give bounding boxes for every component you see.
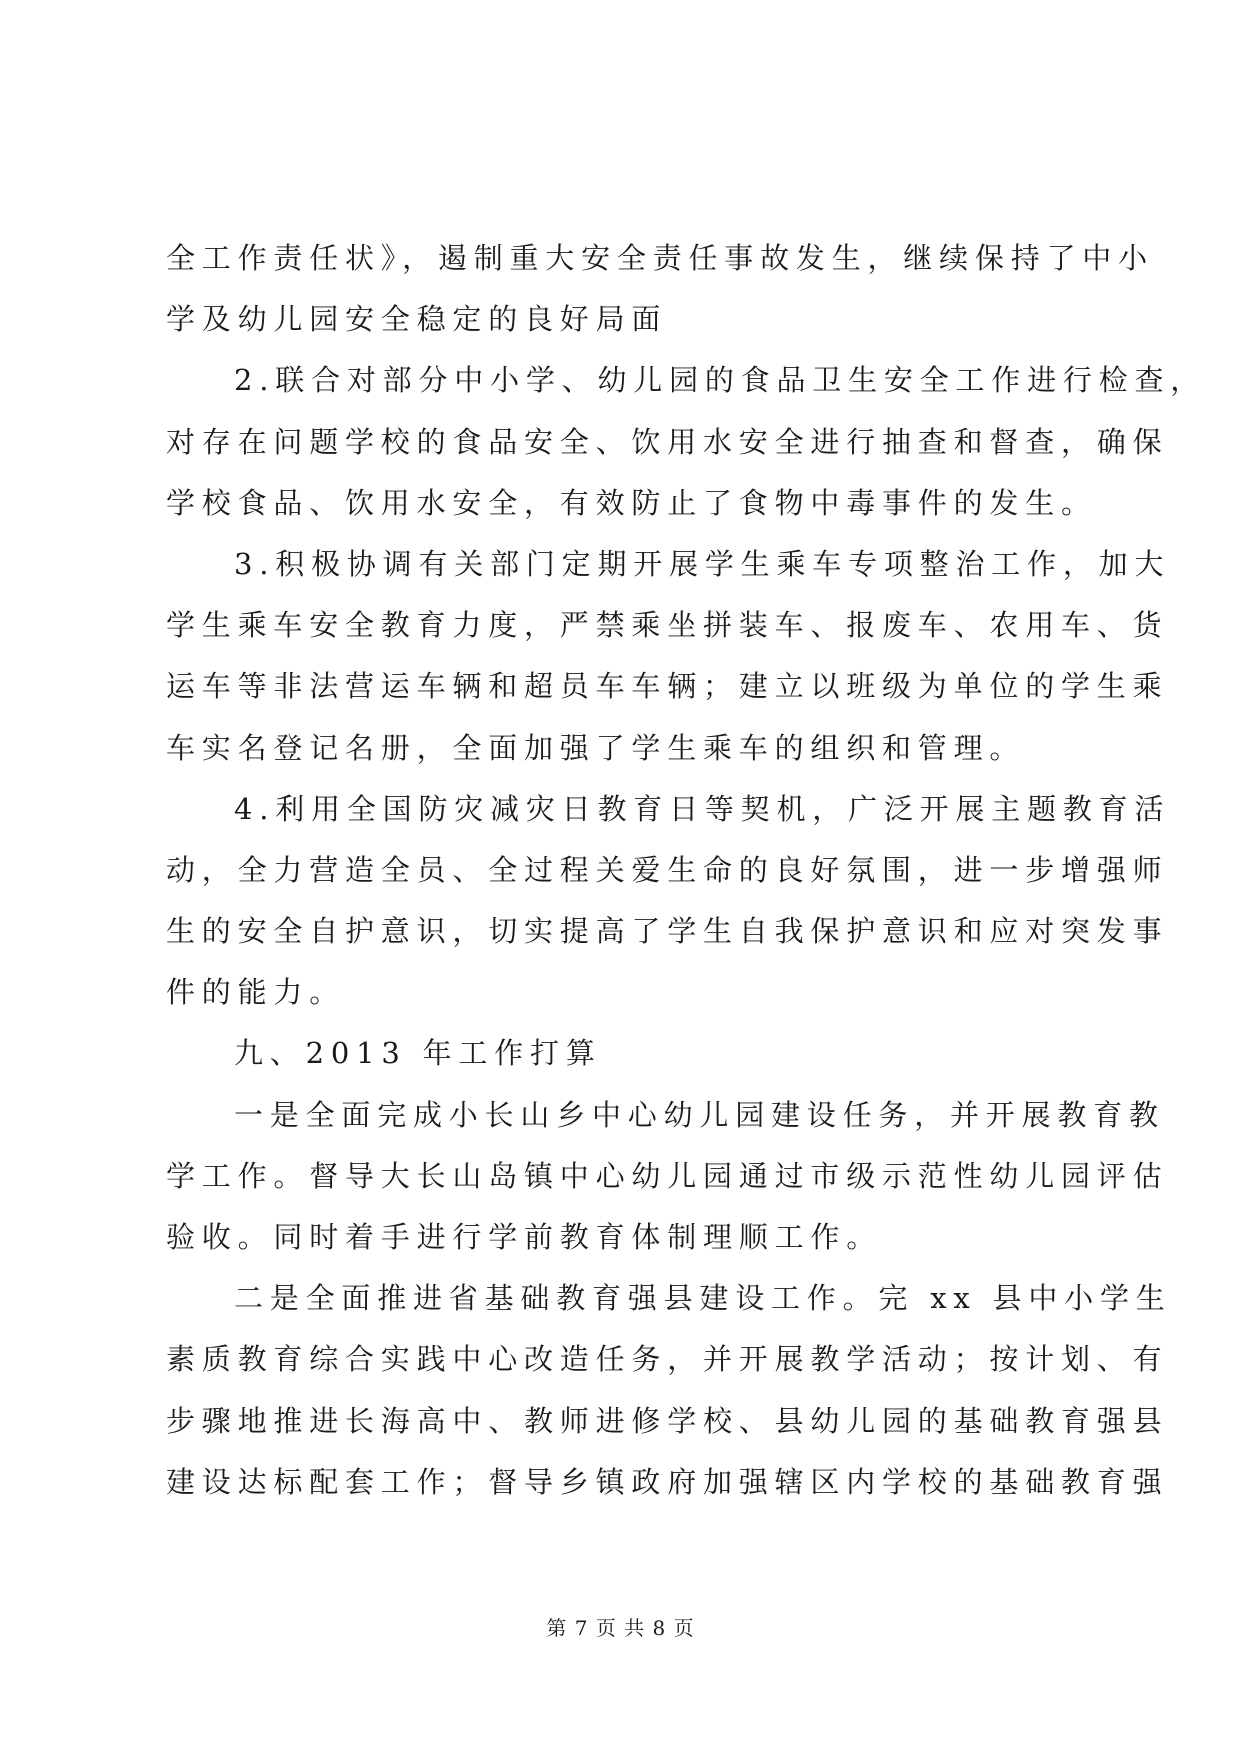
text-line: 动，全力营造全员、全过程关爱生命的良好氛围，进一步增强师 — [166, 852, 1169, 887]
text-line: 对存在问题学校的食品安全、饮用水安全进行抽查和督查，确保 — [166, 424, 1169, 459]
text-line: 件的能力。 — [166, 975, 346, 1010]
text-line: 3.积极协调有关部门定期开展学生乘车专项整治工作，加大 — [234, 546, 1171, 581]
text-line: 生的安全自护意识，切实提高了学生自我保护意识和应对突发事 — [166, 914, 1169, 949]
text-line: 素质教育综合实践中心改造任务，并开展教学活动；按计划、有 — [166, 1342, 1169, 1377]
text-line: 学生乘车安全教育力度，严禁乘坐拼装车、报废车、农用车、货 — [166, 608, 1169, 643]
text-line: 学校食品、饮用水安全，有效防止了食物中毒事件的发生。 — [166, 485, 1097, 520]
text-line: 验收。同时着手进行学前教育体制理顺工作。 — [166, 1220, 883, 1254]
text-line: 二是全面推进省基础教育强县建设工作。完 xx 县中小学生 — [234, 1281, 1172, 1316]
text-line: 建设达标配套工作；督导乡镇政府加强辖区内学校的基础教育强 — [166, 1464, 1169, 1499]
text-line: 学工作。督导大长山岛镇中心幼儿园通过市级示范性幼儿园评估 — [166, 1158, 1169, 1193]
page-number-footer: 第 7 页 共 8 页 — [546, 1616, 695, 1640]
text-line: 车实名登记名册，全面加强了学生乘车的组织和管理。 — [166, 730, 1026, 765]
text-line: 学及幼儿园安全稳定的良好局面 — [166, 302, 668, 337]
text-line: 全工作责任状》，遏制重大安全责任事故发生，继续保持了中小 — [166, 241, 1154, 275]
text-line: 一是全面完成小长山乡中心幼儿园建设任务，并开展教育教 — [234, 1097, 1165, 1132]
section-heading: 九、2013 年工作打算 — [234, 1036, 602, 1071]
document-body — [166, 228, 1207, 1513]
text-line: 运车等非法营运车辆和超员车车辆；建立以班级为单位的学生乘 — [166, 669, 1169, 704]
text-line: 2.联合对部分中小学、幼儿园的食品卫生安全工作进行检查， — [234, 363, 1207, 398]
text-line: 4.利用全国防灾减灾日教育日等契机，广泛开展主题教育活 — [234, 791, 1171, 826]
text-line: 步骤地推进长海高中、教师进修学校、县幼儿园的基础教育强县 — [166, 1403, 1169, 1438]
